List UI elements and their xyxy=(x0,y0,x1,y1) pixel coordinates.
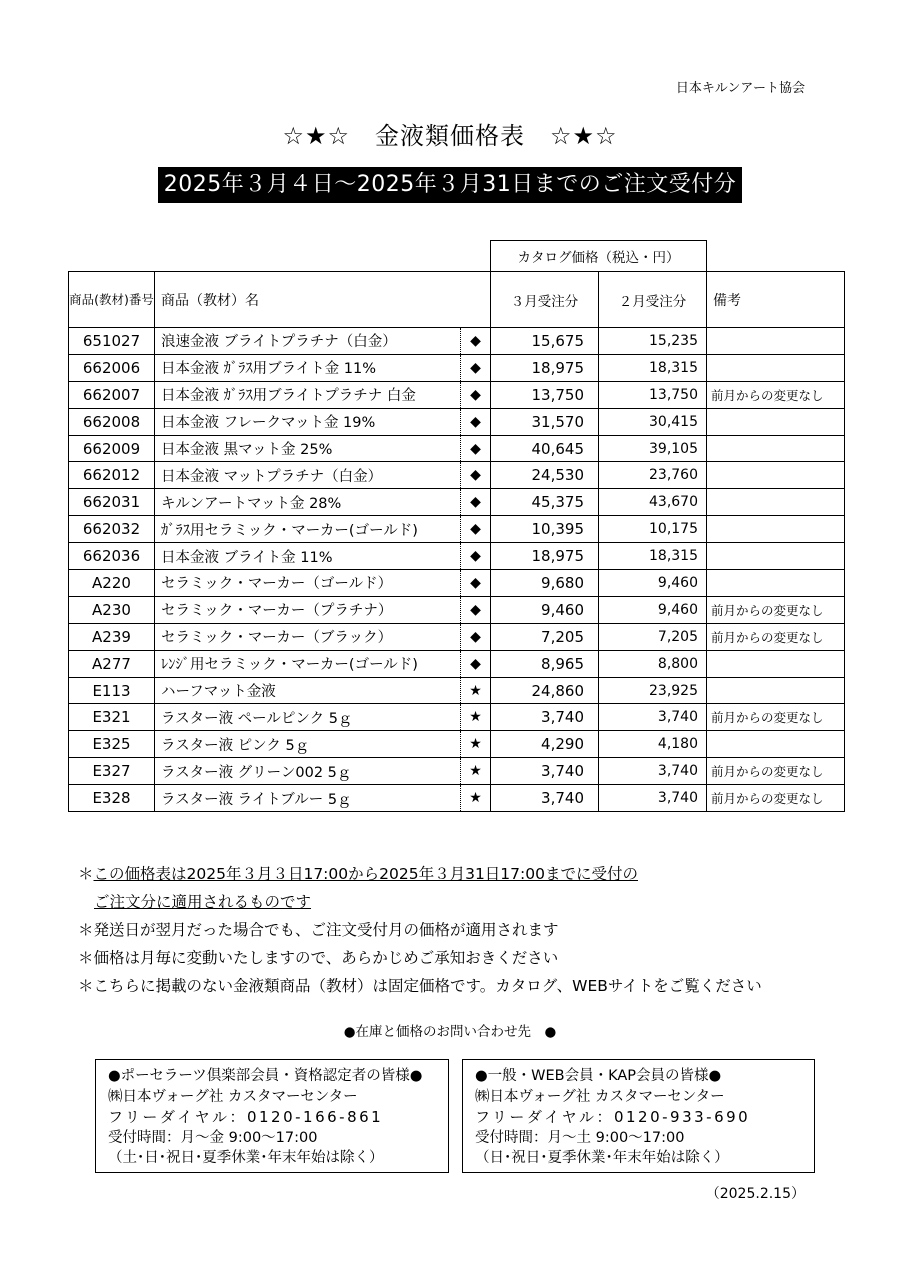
blank-cell xyxy=(707,241,845,272)
product-code: 651027 xyxy=(69,328,155,355)
price-february: 13,750 xyxy=(599,381,707,408)
price-february: 10,175 xyxy=(599,516,707,543)
note-cell xyxy=(707,328,845,355)
product-mark: ★ xyxy=(461,758,491,785)
price-march: 10,395 xyxy=(491,516,599,543)
inquiry-title: ●在庫と価格のお問い合わせ先 ● xyxy=(343,1024,557,1040)
table-row xyxy=(69,731,845,758)
product-name: ラスター液 ライトブルー 5ｇ xyxy=(155,785,461,812)
table-row xyxy=(69,381,845,408)
table-row xyxy=(69,328,845,355)
product-mark: ★ xyxy=(461,785,491,812)
note-cell: 前月からの変更なし xyxy=(707,596,845,623)
table-row xyxy=(69,462,845,489)
price-february: 9,460 xyxy=(599,570,707,597)
price-february: 18,315 xyxy=(599,354,707,381)
product-code: 662007 xyxy=(69,381,155,408)
note-3: ＊価格は月毎に変動いたしますので、あらかじめご承知おきください xyxy=(78,949,559,967)
table-row xyxy=(69,408,845,435)
product-name: 浪速金液 ブライトプラチナ（白金） xyxy=(155,328,461,355)
price-march: 24,530 xyxy=(491,462,599,489)
price-march: 31,570 xyxy=(491,408,599,435)
contact-phone: フリーダイヤル：0120-166-861 xyxy=(108,1108,384,1126)
note-cell xyxy=(707,543,845,570)
product-code: 662006 xyxy=(69,354,155,381)
price-march: 13,750 xyxy=(491,381,599,408)
price-march: 4,290 xyxy=(491,731,599,758)
product-name: 日本金液 黒マット金 25% xyxy=(155,435,461,462)
price-table xyxy=(68,240,845,812)
product-mark: ◆ xyxy=(461,543,491,570)
price-february: 43,670 xyxy=(599,489,707,516)
page-title: ☆★☆ 金液類価格表 ☆★☆ xyxy=(282,122,618,150)
product-mark: ◆ xyxy=(461,435,491,462)
table-row xyxy=(69,543,845,570)
contact-heading: ●ポーセラーツ倶楽部会員・資格認定者の皆様● xyxy=(108,1068,423,1084)
catalog-price-header: カタログ価格（税込・円） xyxy=(491,241,707,272)
product-code: 662036 xyxy=(69,543,155,570)
price-march: 18,975 xyxy=(491,543,599,570)
note-cell: 前月からの変更なし xyxy=(707,623,845,650)
product-mark: ◆ xyxy=(461,381,491,408)
note-cell xyxy=(707,354,845,381)
price-february: 4,180 xyxy=(599,731,707,758)
price-march: 24,860 xyxy=(491,677,599,704)
product-name: ﾚﾝｼﾞ用セラミック・マーカー(ゴールド) xyxy=(155,650,461,677)
price-february: 9,460 xyxy=(599,596,707,623)
note-cell: 前月からの変更なし xyxy=(707,785,845,812)
price-february: 7,205 xyxy=(599,623,707,650)
price-february: 18,315 xyxy=(599,543,707,570)
product-mark: ★ xyxy=(461,731,491,758)
price-march: 3,740 xyxy=(491,758,599,785)
product-name: セラミック・マーカー（プラチナ） xyxy=(155,596,461,623)
product-code: E327 xyxy=(69,758,155,785)
product-name: 日本金液 ｶﾞﾗｽ用ブライトプラチナ 白金 xyxy=(155,381,461,408)
product-code: 662008 xyxy=(69,408,155,435)
table-row xyxy=(69,596,845,623)
product-name: ｶﾞﾗｽ用セラミック・マーカー(ゴールド) xyxy=(155,516,461,543)
product-code: A230 xyxy=(69,596,155,623)
product-name: ハーフマット金液 xyxy=(155,677,461,704)
price-table-body xyxy=(69,328,845,812)
note-1-continued xyxy=(78,888,762,916)
table-row xyxy=(69,758,845,785)
note-cell xyxy=(707,516,845,543)
note-cell xyxy=(707,435,845,462)
contact-phone: フリーダイヤル：0120-933-690 xyxy=(475,1108,751,1126)
note-cell: 前月からの変更なし xyxy=(707,381,845,408)
product-name: 日本金液 ブライト金 11% xyxy=(155,543,461,570)
product-name: 日本金液 フレークマット金 19% xyxy=(155,408,461,435)
product-mark: ◆ xyxy=(461,650,491,677)
contact-heading: ●一般・WEB会員・KAP会員の皆様● xyxy=(475,1068,722,1084)
product-code: E321 xyxy=(69,704,155,731)
product-code: E113 xyxy=(69,677,155,704)
period-banner: 2025年３月４日～2025年３月31日までのご注文受付分 xyxy=(158,167,742,203)
note-1-line1: この価格表は2025年３月３日17:00から2025年３月31日17:00までに受付の xyxy=(93,865,638,883)
product-code: A277 xyxy=(69,650,155,677)
contact-hours: 受付時間：月～土 9:00～17:00 xyxy=(475,1129,685,1146)
table-row xyxy=(69,570,845,597)
product-code: 662012 xyxy=(69,462,155,489)
product-mark: ◆ xyxy=(461,516,491,543)
product-mark: ◆ xyxy=(461,354,491,381)
note-cell: 前月からの変更なし xyxy=(707,704,845,731)
product-code: 662032 xyxy=(69,516,155,543)
price-february: 30,415 xyxy=(599,408,707,435)
table-row xyxy=(69,650,845,677)
note-4: ＊こちらに掲載のない金液類商品（教材）は固定価格です。カタログ、WEBサイトをご覧ください xyxy=(78,977,762,995)
product-name: ラスター液 ピンク 5ｇ xyxy=(155,731,461,758)
contact-hours: 受付時間：月～金 9:00～17:00 xyxy=(108,1129,318,1146)
contact-company: ㈱日本ヴォーグ社 カスタマーセンター xyxy=(108,1088,358,1105)
product-name: 日本金液 ｶﾞﾗｽ用ブライト金 11% xyxy=(155,354,461,381)
note-cell xyxy=(707,570,845,597)
note-cell xyxy=(707,650,845,677)
price-february: 8,800 xyxy=(599,650,707,677)
price-march: 15,675 xyxy=(491,328,599,355)
price-february: 3,740 xyxy=(599,704,707,731)
product-mark: ◆ xyxy=(461,623,491,650)
price-march: 8,965 xyxy=(491,650,599,677)
product-code: E325 xyxy=(69,731,155,758)
table-row xyxy=(69,435,845,462)
blank-cell xyxy=(69,241,491,272)
price-march: 45,375 xyxy=(491,489,599,516)
product-mark: ◆ xyxy=(461,570,491,597)
price-february: 39,105 xyxy=(599,435,707,462)
product-mark: ★ xyxy=(461,704,491,731)
note-cell xyxy=(707,462,845,489)
note-1-line2: ご注文分に適用されるものです xyxy=(94,893,312,911)
product-mark: ◆ xyxy=(461,489,491,516)
price-march: 3,740 xyxy=(491,785,599,812)
table-row xyxy=(69,785,845,812)
note-2: ＊発送日が翌月だった場合でも、ご注文受付月の価格が適用されます xyxy=(78,921,559,939)
product-name: キルンアートマット金 28% xyxy=(155,489,461,516)
note-1-prefix: ＊ xyxy=(78,865,94,883)
table-row xyxy=(69,354,845,381)
price-march: 3,740 xyxy=(491,704,599,731)
product-code: A239 xyxy=(69,623,155,650)
product-name: 日本金液 マットプラチナ（白金） xyxy=(155,462,461,489)
price-february: 15,235 xyxy=(599,328,707,355)
price-february: 3,740 xyxy=(599,785,707,812)
product-name: ラスター液 グリーン002 5ｇ xyxy=(155,758,461,785)
price-march: 9,460 xyxy=(491,596,599,623)
note-cell xyxy=(707,731,845,758)
price-february: 23,760 xyxy=(599,462,707,489)
contact-box-general xyxy=(462,1059,815,1173)
february-header: ２月受注分 xyxy=(599,272,707,328)
product-mark: ◆ xyxy=(461,462,491,489)
note-cell xyxy=(707,408,845,435)
table-header-row xyxy=(69,272,845,328)
product-name: セラミック・マーカー（ゴールド） xyxy=(155,570,461,597)
product-name: ラスター液 ペールピンク 5ｇ xyxy=(155,704,461,731)
march-header: ３月受注分 xyxy=(491,272,599,328)
product-mark: ◆ xyxy=(461,596,491,623)
product-name: セラミック・マーカー（ブラック） xyxy=(155,623,461,650)
price-march: 18,975 xyxy=(491,354,599,381)
contact-closed: （日･祝日･夏季休業･年末年始は除く） xyxy=(475,1150,729,1166)
note-cell xyxy=(707,489,845,516)
price-march: 40,645 xyxy=(491,435,599,462)
price-february: 3,740 xyxy=(599,758,707,785)
product-code: 662031 xyxy=(69,489,155,516)
product-code: A220 xyxy=(69,570,155,597)
organization-name: 日本キルンアート協会 xyxy=(675,81,805,96)
notes-section xyxy=(78,860,762,1000)
price-march: 7,205 xyxy=(491,623,599,650)
contact-company: ㈱日本ヴォーグ社 カスタマーセンター xyxy=(475,1088,725,1105)
price-february: 23,925 xyxy=(599,677,707,704)
product-code: 662009 xyxy=(69,435,155,462)
contact-closed: （土･日･祝日･夏季休業･年末年始は除く） xyxy=(108,1150,384,1166)
price-march: 9,680 xyxy=(491,570,599,597)
product-mark: ◆ xyxy=(461,408,491,435)
period-banner-wrap xyxy=(0,167,900,203)
issue-date: （2025.2.15） xyxy=(705,1186,805,1202)
product-mark: ★ xyxy=(461,677,491,704)
product-code: E328 xyxy=(69,785,155,812)
name-header: 商品（教材）名 xyxy=(155,272,491,328)
table-row xyxy=(69,677,845,704)
code-header: 商品(教材)番号 xyxy=(69,272,155,328)
table-row xyxy=(69,704,845,731)
note-1 xyxy=(78,860,762,888)
note-header: 備考 xyxy=(707,272,845,328)
table-row xyxy=(69,489,845,516)
note-cell: 前月からの変更なし xyxy=(707,758,845,785)
note-cell xyxy=(707,677,845,704)
table-catalog-header-row xyxy=(69,241,845,272)
table-row xyxy=(69,623,845,650)
contact-box-porcelarts xyxy=(95,1059,449,1173)
table-row xyxy=(69,516,845,543)
product-mark: ◆ xyxy=(461,328,491,355)
